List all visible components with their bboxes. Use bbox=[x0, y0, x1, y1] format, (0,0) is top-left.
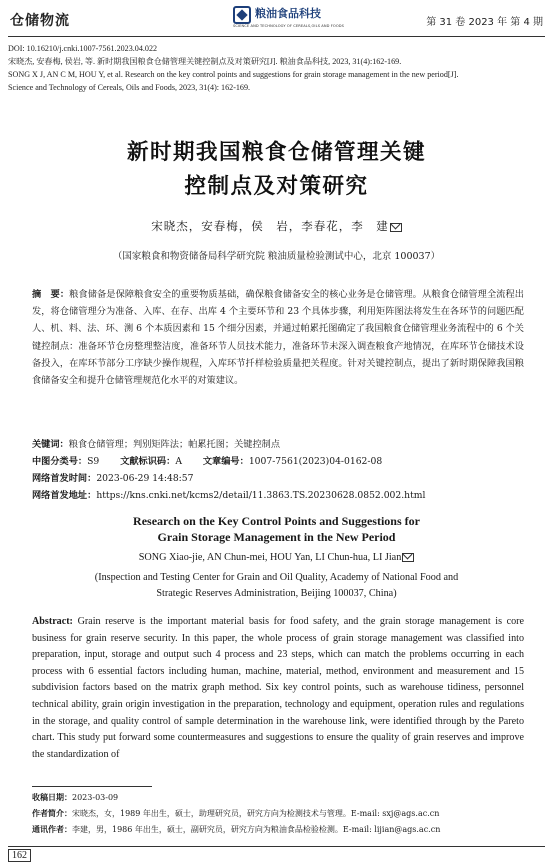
doi[interactable]: DOI: 10.16210/j.cnki.1007-7561.2023.04.022 bbox=[8, 44, 158, 53]
authors-cn-text: 宋晓杰，安春梅，侯 岩，李春花，李 建 bbox=[151, 219, 389, 233]
author-bio bbox=[32, 808, 439, 819]
clc-value: S9 bbox=[87, 456, 100, 467]
envelope-icon bbox=[390, 223, 402, 232]
citation-en-line2: Science and Technology of Cereals, Oils and Foods, 2023, 31(4): 162-169. bbox=[8, 83, 251, 92]
keywords-cn-label: 关键词： bbox=[32, 439, 69, 450]
received-value: 2023-03-09 bbox=[72, 793, 119, 802]
title-en-line2: Grain Storage Management in the New Period bbox=[157, 530, 396, 544]
corresponding-text: 李建，男，1986 年出生，硕士，副研究员，研究方向为粮油食品检验检测。E-mail: lijian@ags.ac.cn bbox=[72, 825, 441, 834]
title-en-line1: Research on the Key Control Points and Suggestions for bbox=[133, 514, 420, 528]
online-url-link[interactable]: https://kns.cnki.net/kcms2/detail/11.3863.TS.20230628.0852.002.html bbox=[96, 490, 426, 501]
abstract-cn bbox=[32, 286, 524, 389]
doc-code-label: 文献标识码： bbox=[120, 456, 176, 467]
page-number: 162 bbox=[8, 849, 31, 862]
logo-subtitle: SCIENCE AND TECHNOLOGY OF CEREALS,OILS AND FOODS bbox=[233, 24, 345, 28]
citation-en-line1: SONG X J, AN C M, HOU Y, et al. Research on the key control points and suggestions for grain storage management in the new period[J]. bbox=[8, 70, 459, 79]
abstract-en-text: Grain reserve is the important material basis for food safety, and the grain storage management is core business for grain reserve security. In this paper, the whole process of grain storage management was classified into preparation, input, storage and output such 4 process and 23 steps, which can match the problems occurring in each process with 6 essential factors including human, machine, material, method, environment and measurement and 15 subdivision factors based on the matrix graph method. Six key control points, such as warehouse tidiness, personnel technical ability, grain origin investigation in the preparation, technology and equipment, operation rules and regulations in the storage, and quality control of sample determination in the warehouse link, were identified through by the Pareto chart. This study put forward some countermeasures and suggestions to ensure the quality of grain reserves and improve the standardization of bbox=[32, 616, 524, 760]
corresponding-author bbox=[32, 824, 440, 835]
abstract-en-label: Abstract: bbox=[32, 616, 73, 627]
envelope-icon bbox=[402, 553, 414, 562]
footnote-rule bbox=[32, 786, 152, 787]
affiliation-en-line1: (Inspection and Testing Center for Grain and Oil Quality, Academy of National Food and bbox=[94, 572, 459, 583]
logo-text: 粮油食品科技 bbox=[255, 7, 321, 20]
online-url-label: 网络首发地址： bbox=[32, 490, 97, 501]
online-time-value: 2023-06-29 14:48:57 bbox=[96, 473, 194, 484]
article-no-value: 1007-7561(2023)04-0162-08 bbox=[248, 456, 383, 467]
logo-icon bbox=[233, 6, 251, 24]
authors-en-text: SONG Xiao-jie, AN Chun-mei, HOU Yan, LI Chun-hua, LI Jian bbox=[138, 552, 402, 563]
classification bbox=[32, 453, 382, 467]
keywords-cn-text: 粮食仓储管理；判别矩阵法；帕累托图；关键控制点 bbox=[68, 439, 281, 450]
footer-rule bbox=[8, 846, 545, 847]
article-no-label: 文章编号： bbox=[202, 456, 249, 467]
journal-logo bbox=[233, 4, 345, 32]
authors-cn bbox=[0, 218, 553, 234]
keywords-cn bbox=[32, 436, 280, 450]
abstract-cn-label: 摘 要： bbox=[32, 289, 70, 300]
journal-section: 仓储物流 bbox=[10, 13, 70, 29]
received-label: 收稿日期： bbox=[32, 793, 72, 802]
online-url bbox=[32, 487, 425, 501]
affiliation-en bbox=[0, 570, 553, 601]
doc-code-value: A bbox=[175, 456, 182, 467]
title-cn-line2: 控制点及对策研究 bbox=[184, 174, 369, 199]
title-cn-line1: 新时期我国粮食仓储管理关键 bbox=[126, 140, 426, 165]
clc-label: 中图分类号： bbox=[32, 456, 88, 467]
abstract-en bbox=[32, 614, 524, 763]
online-time-label: 网络首发时间： bbox=[32, 473, 97, 484]
header-rule bbox=[8, 36, 545, 37]
received-date bbox=[32, 792, 118, 803]
author-bio-label: 作者简介： bbox=[32, 809, 72, 818]
affiliation-en-line2: Strategic Reserves Administration, Beijing 100037, China) bbox=[156, 587, 397, 599]
corresponding-label: 通讯作者： bbox=[32, 825, 72, 834]
page-header bbox=[0, 0, 553, 36]
author-bio-text: 宋晓杰，女，1989 年出生，硕士，助理研究员，研究方向为检测技术与管理。E-mail: sxj@ags.ac.cn bbox=[72, 809, 440, 818]
citation-cn: 宋晓杰, 安春梅, 侯岩, 等. 新时期我国粮食仓储管理关键控制点及对策研究[J]. 粮油食品科技, 2023, 31(4):162-169. bbox=[8, 57, 402, 66]
affiliation-cn: （国家粮食和物资储备局科学研究院 粮油质量检验测试中心，北京 100037） bbox=[112, 251, 441, 262]
abstract-cn-text: 粮食储备是保障粮食安全的重要物质基础，确保粮食储备安全的核心业务是仓储管理。从粮食仓储管理全流程出发，将仓储管理分为准备、入库、在存、出库 4 个主要环节和 23 个具体步骤，利用矩阵图法将发生在各环节的问题匹配人、机、料、法、环、测 6 个本质因素和 15 个细分因素，并通过帕累托图确定了我国粮食仓储管理业务流程中的 6 个关键控制点：准备环节仓房整理整洁度，准备环节人员技术能力，准备环节未深入调查粮食产地情况，在库环节仓储技术设备投入，在库环节部分工序缺少操作规程，入库环节扦样检验质量把关程度。针对关键控制点，提出了新时期保障我国粮食储备安全和提升仓储管理规范化水平的对策建议。 bbox=[32, 289, 524, 387]
online-time bbox=[32, 470, 193, 484]
title-en bbox=[0, 513, 553, 545]
issue-info: 第 31 卷 2023 年 第 4 期 bbox=[426, 17, 543, 28]
authors-en bbox=[0, 552, 553, 563]
